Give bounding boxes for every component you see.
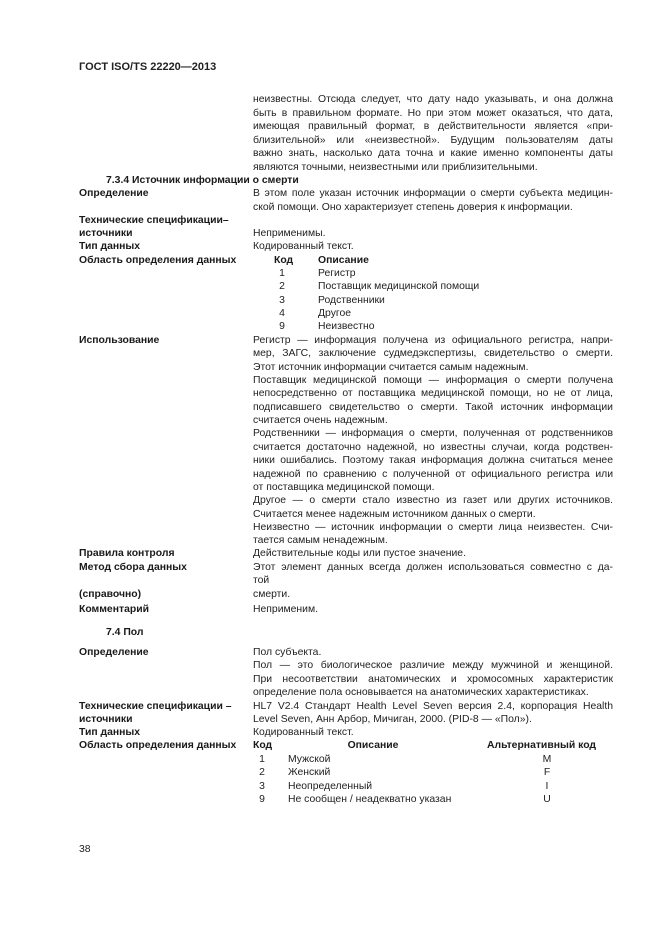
tech-spec-value: Неприменимы. xyxy=(253,228,326,239)
description-cell: Поставщик медицинской помощи xyxy=(318,281,480,293)
usage-line: тается самым ненадежным. xyxy=(253,535,388,547)
usage-line: считается достаточно надежной, но известны случаи, когда родствен- xyxy=(253,441,613,453)
code-cell: 1 xyxy=(259,754,265,765)
comment-value: Неприменим. xyxy=(253,604,318,615)
alt-code-cell: U xyxy=(543,793,551,805)
intro-line: неизвестны. Отсюда следует, что дату надо указывать, и она должна xyxy=(253,94,613,105)
description-cell: Женский xyxy=(288,767,331,779)
definition-line: Пол — это биологическое различие между мужчиной и женщиной. xyxy=(253,660,613,671)
method-line: той xyxy=(253,575,270,586)
tech-spec-line: HL7 V2.4 Стандарт Health Level Seven версия 2.4, корпорация Health xyxy=(253,701,613,712)
method-line: Этот элемент данных всегда должен использоваться совместно с да- xyxy=(253,562,613,573)
code-cell: 1 xyxy=(279,268,285,279)
intro-line: важно знать, насколько дата точна и какие именно компоненты даты xyxy=(253,148,613,159)
usage-line: мер, ЗАГС, заключение судмедэкспертизы, свидетельство о смерти. xyxy=(253,348,613,360)
data-domain-label: Область определения данных xyxy=(79,740,237,751)
description-cell: Неопределенный xyxy=(288,780,373,792)
description-cell: Родственники xyxy=(318,294,385,306)
usage-line: Поставщик медицинской помощи — информация о смерти получена xyxy=(253,375,613,387)
tech-spec-label-2: источники xyxy=(79,228,133,239)
reference-label: (справочно) xyxy=(79,589,142,600)
definition-line: ской помощи. Оно характеризует степень доверия к информации. xyxy=(253,202,573,213)
section-heading-7-4: 7.4 Пол xyxy=(106,627,144,638)
table-header-description: Описание xyxy=(347,740,399,751)
document-header: ГОСТ ISO/TS 22220—2013 xyxy=(79,61,217,73)
method-label: Метод сбора данных xyxy=(79,562,187,573)
usage-line: Другое — о смерти стало известно из газет или других источников. xyxy=(253,495,613,507)
usage-line: Регистр — информация получена из официального регистра, напри- xyxy=(253,335,613,346)
page-number: 38 xyxy=(79,844,91,855)
table-header-code: Код xyxy=(253,740,273,751)
code-cell: 9 xyxy=(259,793,265,805)
definition-line: В этом поле указан источник информации о смерти субъекта медицин- xyxy=(253,188,613,199)
tech-spec-label-2: источники xyxy=(79,714,133,725)
usage-line: надежной по сравнению с полученной от официального регистра или xyxy=(253,468,613,480)
code-cell: 4 xyxy=(279,307,285,319)
usage-label: Использование xyxy=(79,335,160,346)
usage-line: Неизвестно — источник информации о смерти лица неизвестен. Счи- xyxy=(253,521,613,533)
usage-line: непосредственно от поставщика медицинской помощи, но не от лица, xyxy=(253,388,613,400)
intro-line: имеющая правильный формат, в действительности является «при- xyxy=(253,121,613,132)
usage-line: считается очень надежным. xyxy=(253,415,388,427)
intro-line: являются точными, неизвестными или приблизительными. xyxy=(253,162,538,173)
code-cell: 2 xyxy=(259,767,265,779)
section-heading-7-3-4: 7.3.4 Источник информации о смерти xyxy=(106,175,299,186)
definition-label: Определение xyxy=(79,647,149,658)
data-type-label: Тип данных xyxy=(79,241,141,252)
definition-line: определение пола основывается на анатомических характеристиках. xyxy=(253,687,589,698)
definition-label: Определение xyxy=(79,188,149,199)
table-header-alt-code: Альтернативный код xyxy=(487,740,597,751)
data-type-value: Кодированный текст. xyxy=(253,241,354,252)
code-cell: 3 xyxy=(259,780,265,792)
usage-line: подписавшего свидетельство о смерти. Такой источник информации xyxy=(253,401,613,413)
usage-line: Этот источник информации считается самым надежным. xyxy=(253,361,529,373)
data-domain-label: Область определения данных xyxy=(79,255,237,266)
description-cell: Другое xyxy=(318,307,352,319)
alt-code-cell: F xyxy=(543,767,551,779)
intro-line: близительной» или «неизвестной». Будущим пользователям даты xyxy=(253,135,613,146)
tech-spec-label: Технические спецификации – xyxy=(79,701,232,712)
usage-line: ники ошибались. Поэтому такая информация должна считаться менее xyxy=(253,455,613,467)
description-cell: Регистр xyxy=(318,268,356,279)
table-header-code: Код xyxy=(274,255,294,266)
rules-value: Действительные коды или пустое значение. xyxy=(253,548,466,559)
usage-line: от поставщика медицинской помощи. xyxy=(253,481,435,493)
description-cell: Мужской xyxy=(288,754,331,765)
data-type-label: Тип данных xyxy=(79,727,141,738)
alt-code-cell: I xyxy=(545,780,549,792)
definition-line: Пол субъекта. xyxy=(253,647,322,658)
code-cell: 3 xyxy=(279,294,285,306)
code-cell: 9 xyxy=(279,321,285,333)
code-cell: 2 xyxy=(279,281,285,293)
usage-line: Считается менее надежным источником данных о смерти. xyxy=(253,508,536,520)
reference-value: смерти. xyxy=(253,589,291,600)
rules-label: Правила контроля xyxy=(79,548,175,559)
tech-spec-line: Level Seven, Анн Арбор, Мичиган, 2000. (PID-8 — «Пол»). xyxy=(253,714,532,725)
data-type-value: Кодированный текст. xyxy=(253,727,354,738)
intro-line: быть в правильном формате. Но при этом может оказаться, что дата, xyxy=(253,108,613,119)
description-cell: Не сообщен / неадекватно указан xyxy=(288,793,452,805)
comment-label: Комментарий xyxy=(79,604,149,615)
tech-spec-label: Технические спецификации– xyxy=(79,215,229,226)
table-header-description: Описание xyxy=(318,255,369,266)
usage-line: Родственники — информация о смерти, полученная от родственников xyxy=(253,428,613,440)
description-cell: Неизвестно xyxy=(318,321,375,333)
alt-code-cell: M xyxy=(542,754,552,765)
definition-line: При несоответствии анатомических и хромосомных характеристик xyxy=(253,674,613,685)
